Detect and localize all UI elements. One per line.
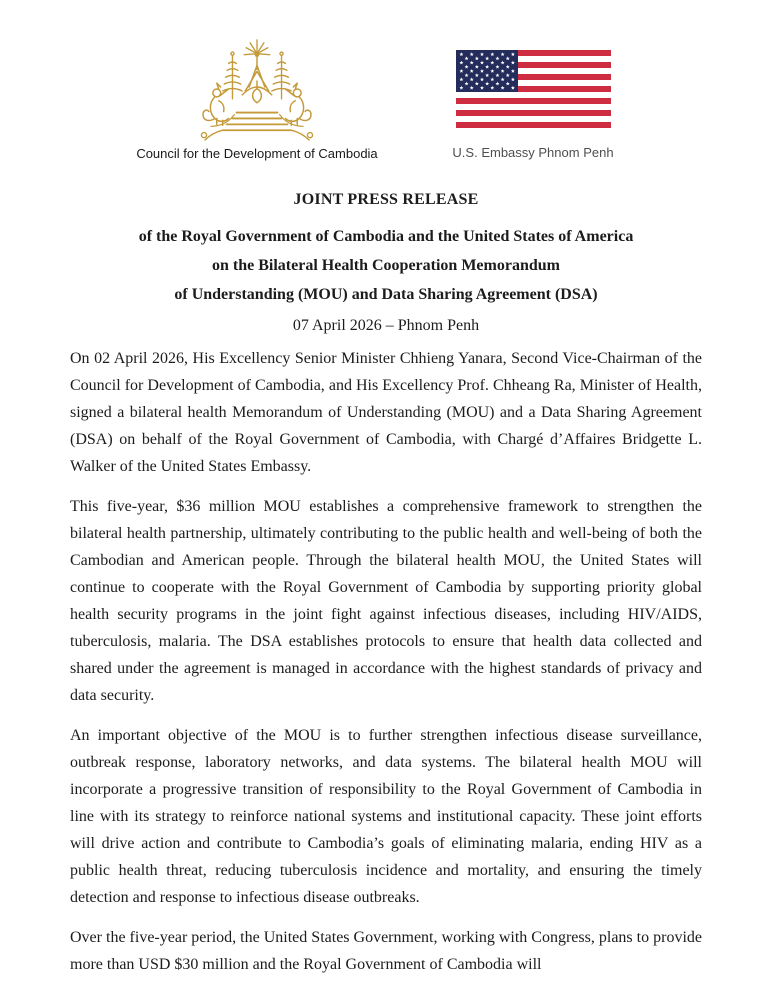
cambodia-royal-arms-icon <box>193 36 321 142</box>
cambodia-logo-block <box>126 36 388 161</box>
dateline: 07 April 2026 – Phnom Penh <box>292 317 480 334</box>
paragraph-3: An important objective of the MOU is to further strengthen infectious disease surveillance, outbreak response, laboratory networks, and data systems. The bilateral health MOU will incorporate a progressive transition of responsibility to the Royal Government of Cambodia in line with its strategy to reinforce national systems and institutional capacity. These joint efforts will drive action and contribute to Cambodia’s goals of eliminating malaria, ending HIV as a public health threat, reducing tuberculosis incidence and mortality, and ensuring the timely detection and response to infectious disease outbreaks. <box>70 727 702 906</box>
us-flag-icon <box>456 50 611 128</box>
title-block <box>0 191 772 335</box>
page-title: JOINT PRESS RELEASE <box>293 191 479 208</box>
cambodia-logo-caption: Council for the Development of Cambodia <box>136 146 378 161</box>
us-logo-caption: U.S. Embassy Phnom Penh <box>452 145 614 160</box>
subtitle <box>0 222 772 309</box>
body-text <box>0 335 772 978</box>
paragraph-4: Over the five-year period, the United States Government, working with Congress, plans to provide more than USD $30 million and the Royal Government of Cambodia will <box>70 929 702 973</box>
subtitle-line-2: on the Bilateral Health Cooperation Memorandum <box>212 257 560 274</box>
paragraph-1: On 02 April 2026, His Excellency Senior Minister Chhieng Yanara, Second Vice-Chairman of the Council for Development of Cambodia, and His Excellency Prof. Chheang Ra, Minister of Health, signed a bilateral health Memorandum of Understanding (MOU) and a Data Sharing Agreement (DSA) on behalf of the Royal Government of Cambodia, with Chargé d’Affaires Bridgette L. Walker of the United States Embassy. <box>70 350 702 475</box>
paragraph-2: This five-year, $36 million MOU establishes a comprehensive framework to strengthen the bilateral health partnership, ultimately contributing to the public health and well-being of both the Cambodian and American people. Through the bilateral health MOU, the United States will continue to cooperate with the Royal Government of Cambodia by supporting priority global health security programs in the joint fight against infectious diseases, including HIV/AIDS, tuberculosis, malaria. The DSA establishes protocols to ensure that health data collected and shared under the agreement is managed in accordance with the highest standards of privacy and data security. <box>70 498 702 704</box>
subtitle-line-3: of Understanding (MOU) and Data Sharing Agreement (DSA) <box>174 286 598 303</box>
header-logos <box>0 0 772 161</box>
subtitle-line-1: of the Royal Government of Cambodia and the United States of America <box>138 228 634 245</box>
us-logo-block <box>442 36 624 160</box>
